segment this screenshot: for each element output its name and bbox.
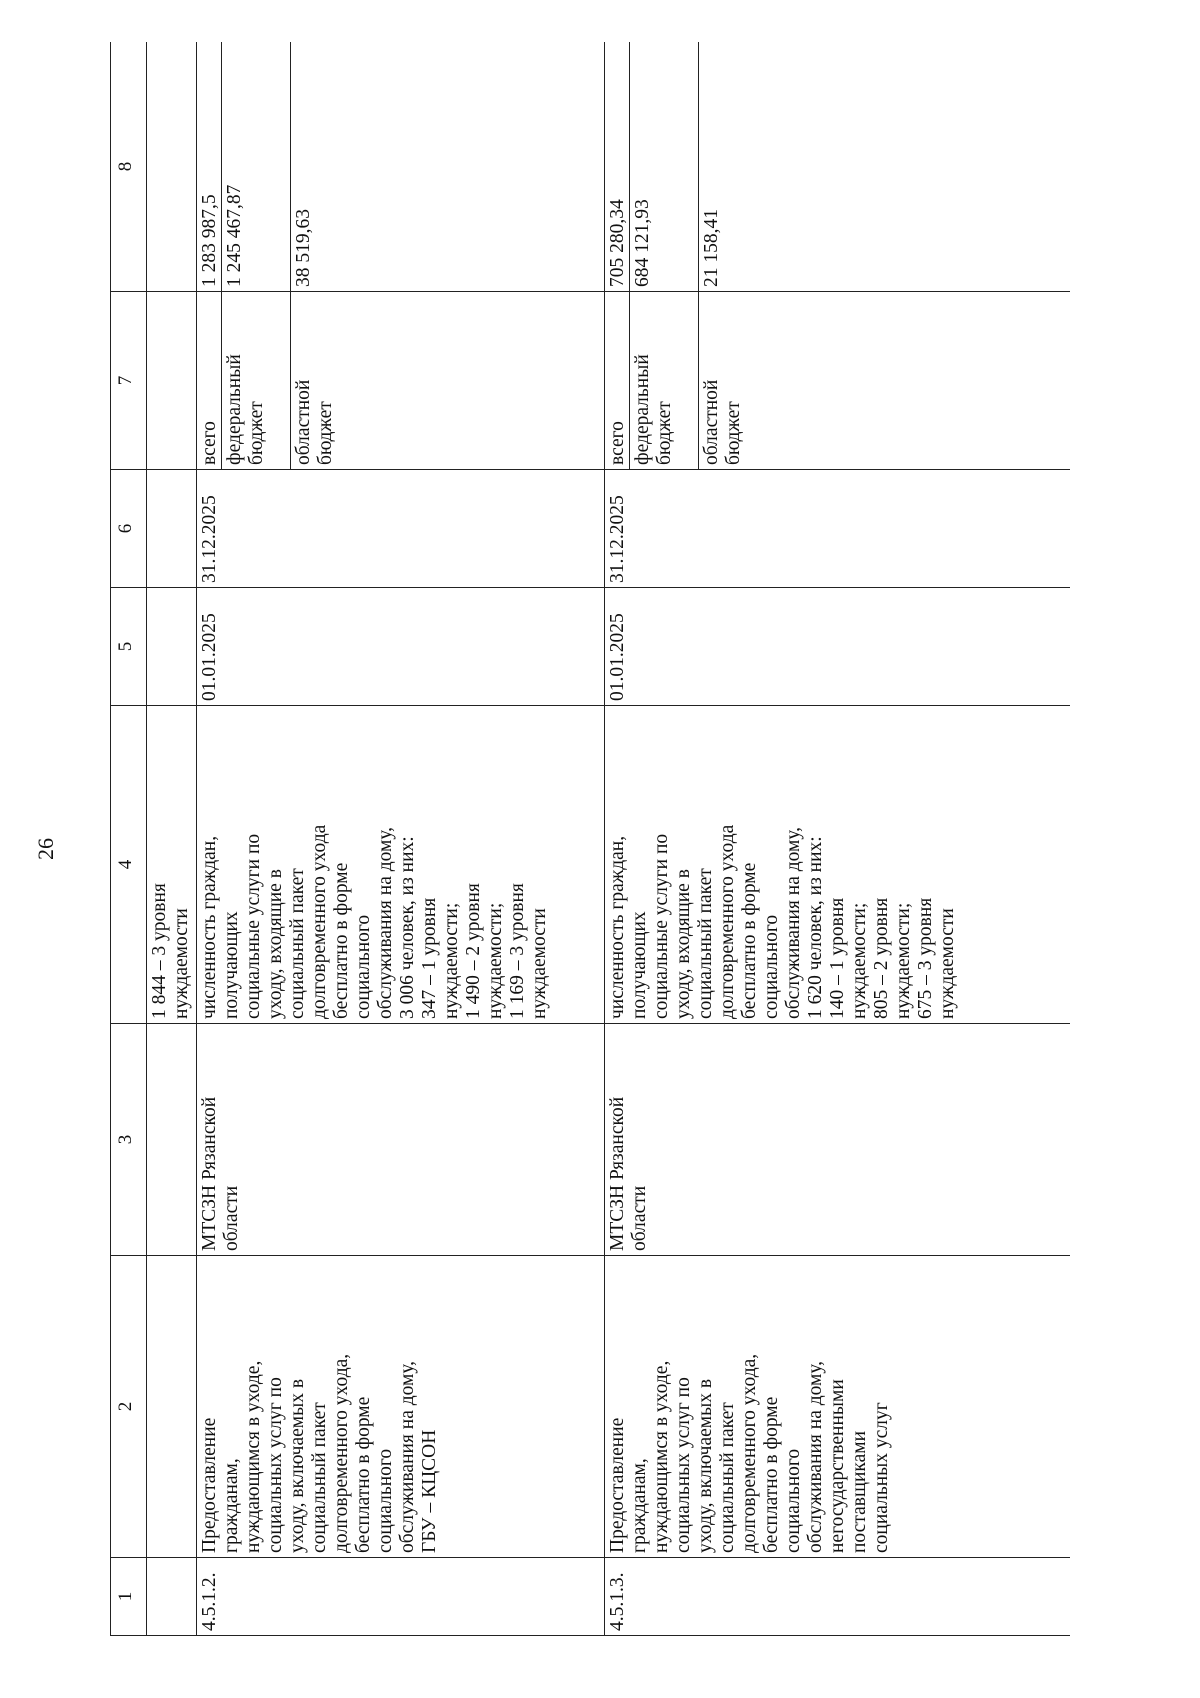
header-cell-2: 2 bbox=[111, 1256, 147, 1558]
indicator-line: 140 – 1 уровня bbox=[827, 897, 848, 1019]
table-row bbox=[197, 42, 605, 1636]
name-line: поставщиками bbox=[849, 1430, 870, 1553]
executor-line: области bbox=[221, 1185, 242, 1251]
table-sheet bbox=[110, 42, 1070, 1636]
name-line: уходу, включаемых в bbox=[695, 1378, 716, 1553]
name-line: социальных услуг bbox=[871, 1402, 892, 1553]
name-line: негосударственными bbox=[827, 1379, 848, 1553]
source-line: областной bbox=[701, 379, 722, 465]
amount-regional: 21 158,41 bbox=[701, 209, 722, 287]
indicator-line: социальные услуги по bbox=[651, 833, 672, 1019]
carry-cell-1 bbox=[147, 1558, 197, 1636]
indicator-line: 1 169 – 3 уровня bbox=[507, 883, 528, 1019]
name-line: обслуживания на дому, bbox=[397, 1360, 418, 1553]
indicator-line: 1 620 человек, из них: bbox=[805, 836, 826, 1019]
source-line: бюджет bbox=[246, 401, 267, 465]
carry-cell-7 bbox=[147, 292, 197, 470]
indicator-line: численность граждан, bbox=[607, 835, 628, 1019]
amount-federal: 684 121,93 bbox=[630, 42, 699, 291]
source-federal bbox=[630, 292, 699, 469]
carry-indicator-line: 1 844 – 3 уровня bbox=[149, 883, 170, 1019]
header-cell-3: 3 bbox=[111, 1024, 147, 1256]
program-activities-table bbox=[110, 42, 1070, 1636]
source-line: бюджет bbox=[654, 401, 675, 465]
name-line: социальных услуг по bbox=[673, 1377, 694, 1553]
name-line: нуждающимся в уходе, bbox=[243, 1360, 264, 1553]
activity-name bbox=[605, 1256, 1071, 1558]
source-line: областной bbox=[293, 379, 314, 465]
indicator-line: социального bbox=[353, 914, 374, 1019]
amount-federal: 1 245 467,87 bbox=[222, 42, 291, 291]
source-line: федеральный bbox=[224, 354, 245, 465]
indicator bbox=[605, 706, 1071, 1024]
funding-sources bbox=[197, 292, 605, 470]
executor bbox=[605, 1024, 1071, 1256]
name-line: долговременного ухода, bbox=[739, 1353, 760, 1553]
indicator bbox=[197, 706, 605, 1024]
source-line: бюджет bbox=[315, 401, 336, 465]
carry-cell-6 bbox=[147, 470, 197, 588]
indicator-line: получающих bbox=[221, 911, 242, 1019]
indicator-line: нуждаемости bbox=[529, 908, 550, 1019]
header-cell-6: 6 bbox=[111, 470, 147, 588]
carry-cell-3 bbox=[147, 1024, 197, 1256]
row-number: 4.5.1.2. bbox=[197, 1558, 605, 1636]
page-number-text: 26 bbox=[33, 838, 58, 860]
indicator-line: социальный пакет bbox=[287, 868, 308, 1019]
indicator-line: нуждаемости; bbox=[485, 902, 506, 1019]
indicator-line: 347 – 1 уровня bbox=[419, 897, 440, 1019]
indicator-line: социального bbox=[761, 914, 782, 1019]
indicator-line: 675 – 3 уровня bbox=[915, 897, 936, 1019]
indicator-line: долговременного ухода bbox=[717, 824, 738, 1019]
indicator-line: бесплатно в форме bbox=[331, 862, 352, 1019]
end-date: 31.12.2025 bbox=[605, 470, 1071, 588]
indicator-line: численность граждан, bbox=[199, 835, 220, 1019]
source-line: федеральный bbox=[632, 354, 653, 465]
carry-cell-2 bbox=[147, 1256, 197, 1558]
indicator-line: нуждаемости; bbox=[893, 902, 914, 1019]
indicator-line: уходу, входящие в bbox=[673, 869, 694, 1019]
indicator-line: долговременного ухода bbox=[309, 824, 330, 1019]
indicator-line: получающих bbox=[629, 911, 650, 1019]
name-line: социальный пакет bbox=[717, 1402, 738, 1553]
name-line: социального bbox=[783, 1448, 804, 1553]
name-line: уходу, включаемых в bbox=[287, 1378, 308, 1553]
indicator-line: 3 006 человек, из них: bbox=[397, 836, 418, 1019]
name-line: ГБУ – КЦСОН bbox=[419, 1429, 440, 1553]
name-line: социального bbox=[375, 1448, 396, 1553]
indicator-line: обслуживания на дому, bbox=[375, 826, 396, 1019]
source-regional bbox=[699, 292, 1070, 469]
executor bbox=[197, 1024, 605, 1256]
amount-total: 705 280,34 bbox=[605, 42, 630, 291]
end-date: 31.12.2025 bbox=[197, 470, 605, 588]
indicator-line: нуждаемости bbox=[937, 908, 958, 1019]
indicator-line: 1 490 – 2 уровня bbox=[463, 883, 484, 1019]
indicator-line: социальные услуги по bbox=[243, 833, 264, 1019]
source-total: всего bbox=[197, 292, 222, 469]
name-line: Предоставление bbox=[199, 1417, 220, 1553]
activity-name bbox=[197, 1256, 605, 1558]
header-row bbox=[111, 42, 147, 1636]
carry-indicator-line: нуждаемости bbox=[171, 908, 192, 1019]
name-line: бесплатно в форме bbox=[761, 1396, 782, 1553]
name-line: обслуживания на дому, bbox=[805, 1360, 826, 1553]
start-date: 01.01.2025 bbox=[197, 588, 605, 706]
name-line: бесплатно в форме bbox=[353, 1396, 374, 1553]
executor-line: МТСЗН Рязанской bbox=[607, 1096, 628, 1251]
amount-total: 1 283 987,5 bbox=[197, 42, 222, 291]
name-line: долговременного ухода, bbox=[331, 1353, 352, 1553]
indicator-line: уходу, входящие в bbox=[265, 869, 286, 1019]
header-cell-8: 8 bbox=[111, 42, 147, 292]
amount-regional: 38 519,63 bbox=[293, 209, 314, 287]
row-number: 4.5.1.3. bbox=[605, 1558, 1071, 1636]
rotated-table-container bbox=[110, 42, 1070, 1636]
indicator-line: нуждаемости; bbox=[849, 902, 870, 1019]
indicator-line: 805 – 2 уровня bbox=[871, 897, 892, 1019]
table-row bbox=[605, 42, 1071, 1636]
indicator-line: бесплатно в форме bbox=[739, 862, 760, 1019]
name-line: Предоставление bbox=[607, 1417, 628, 1553]
indicator-line: социальный пакет bbox=[695, 868, 716, 1019]
funding-amounts bbox=[197, 42, 605, 292]
name-line: гражданам, bbox=[629, 1458, 650, 1553]
carry-over-row bbox=[147, 42, 197, 1636]
indicator-line: нуждаемости; bbox=[441, 902, 462, 1019]
page-number bbox=[26, 0, 66, 1698]
name-line: гражданам, bbox=[221, 1458, 242, 1553]
carry-cell-5 bbox=[147, 588, 197, 706]
name-line: социальный пакет bbox=[309, 1402, 330, 1553]
header-cell-7: 7 bbox=[111, 292, 147, 470]
source-federal bbox=[222, 292, 291, 469]
source-regional bbox=[291, 292, 604, 469]
carry-cell-indicator bbox=[147, 706, 197, 1024]
start-date: 01.01.2025 bbox=[605, 588, 1071, 706]
carry-cell-8 bbox=[147, 42, 197, 292]
executor-line: области bbox=[629, 1185, 650, 1251]
executor-line: МТСЗН Рязанской bbox=[199, 1096, 220, 1251]
header-cell-5: 5 bbox=[111, 588, 147, 706]
header-cell-4: 4 bbox=[111, 706, 147, 1024]
indicator-line: обслуживания на дому, bbox=[783, 826, 804, 1019]
header-cell-1: 1 bbox=[111, 1558, 147, 1636]
name-line: социальных услуг по bbox=[265, 1377, 286, 1553]
funding-amounts bbox=[605, 42, 1071, 292]
name-line: нуждающимся в уходе, bbox=[651, 1360, 672, 1553]
funding-sources bbox=[605, 292, 1071, 470]
source-total: всего bbox=[605, 292, 630, 469]
source-line: бюджет bbox=[723, 401, 744, 465]
